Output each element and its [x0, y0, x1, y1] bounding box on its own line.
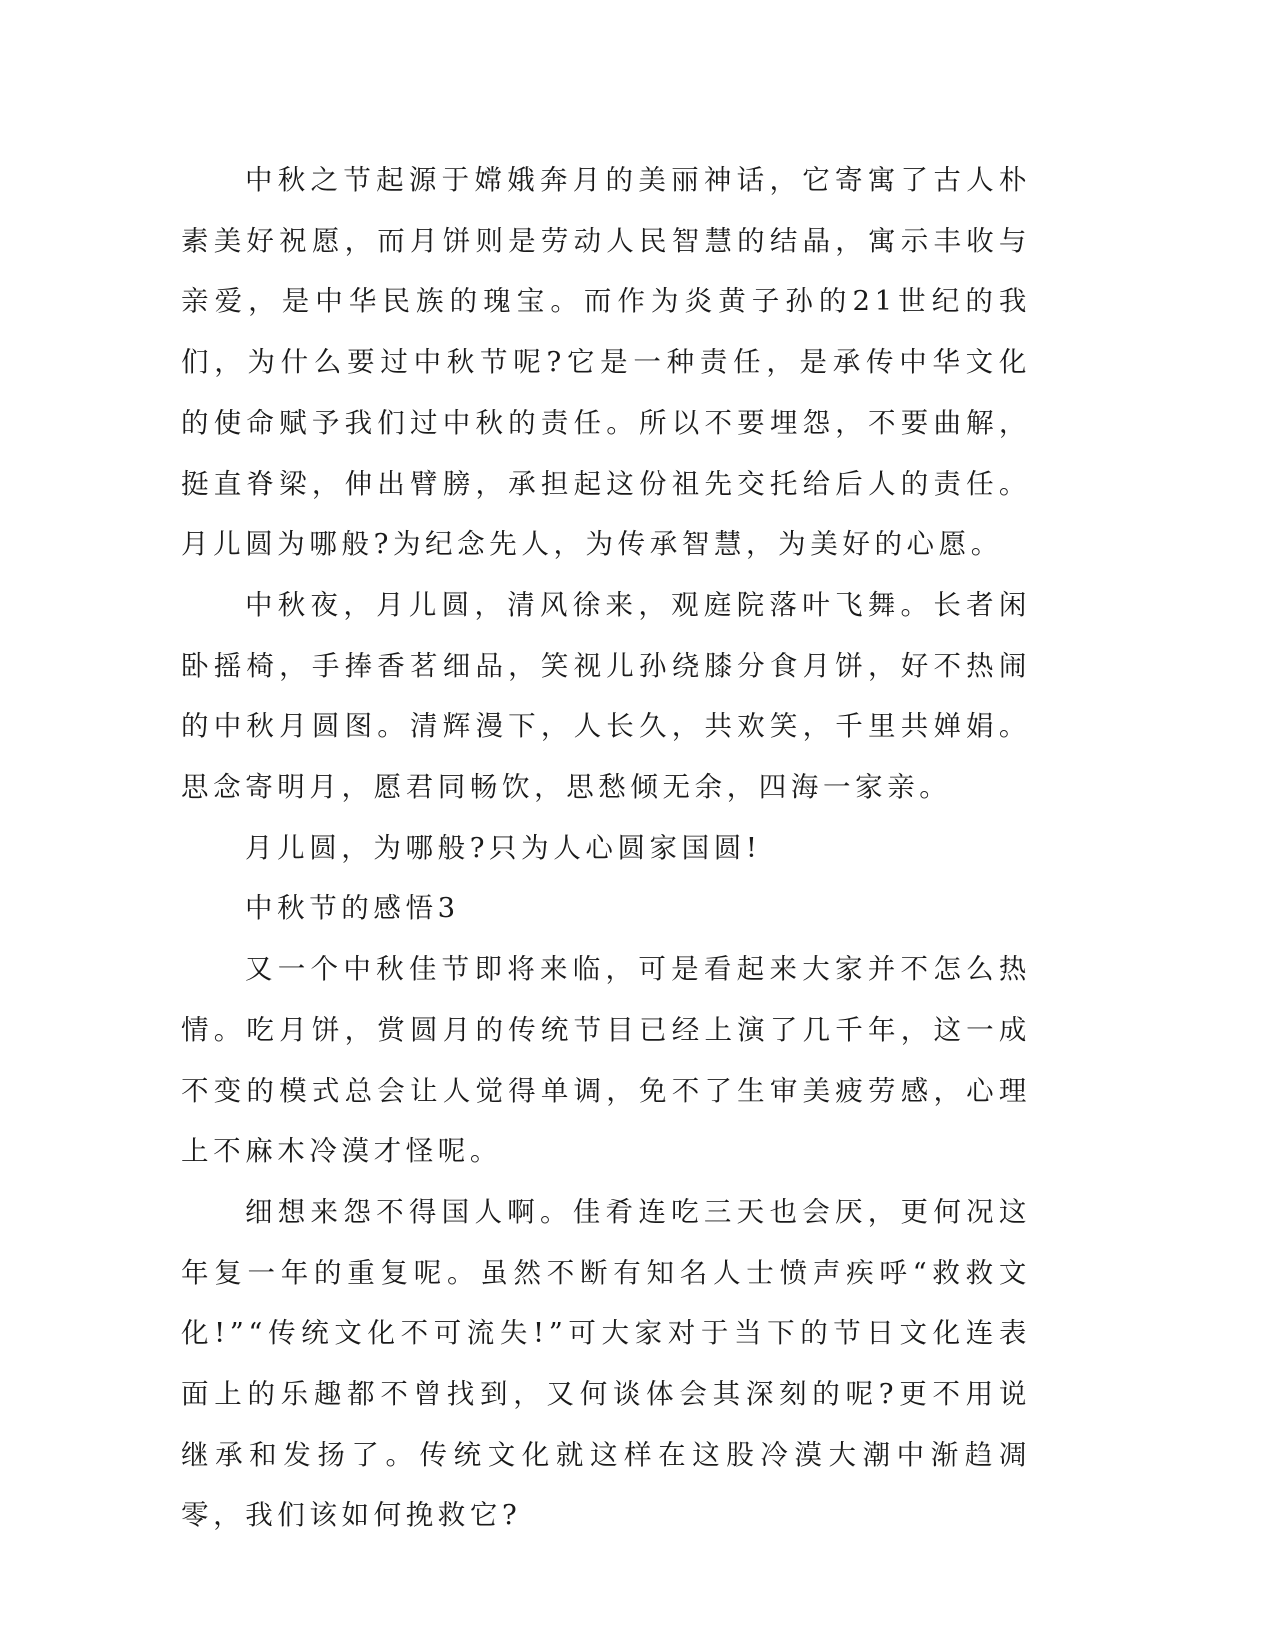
- paragraph-mid-autumn-night: 中秋夜，月儿圆，清风徐来，观庭院落叶飞舞。长者闲卧摇椅，手捧香茗细品，笑视儿孙绕膝分食月饼，好不热闹的中秋月圆图。清辉漫下，人长久，共欢笑，千里共婵娟。思念寄明月，愿君同畅饮，思愁倾无余，四海一家亲。: [181, 588, 1031, 804]
- paragraph-reflection: 细想来怨不得国人啊。佳肴连吃三天也会厌，更何况这年复一年的重复呢。虽然不断有知名人士愤声疾呼“救救文化!”“传统文化不可流失!”可大家对于当下的节日文化连表面上的乐趣都不曾找到，又何谈体会其深刻的呢?更不用说继承和发扬了。传统文化就这样在这股冷漠大潮中渐趋凋零，我们该如何挽救它?: [181, 1195, 1031, 1532]
- section-heading: 中秋节的感悟3: [245, 892, 460, 925]
- paragraph-origin: 中秋之节起源于嫦娥奔月的美丽神话，它寄寓了古人朴素美好祝愿，而月饼则是劳动人民智慧的结晶，寓示丰收与亲爱，是中华民族的瑰宝。而作为炎黄子孙的21世纪的我们，为什么要过中秋节呢?它是一种责任，是承传中华文化的使命赋予我们过中秋的责任。所以不要埋怨，不要曲解，挺直脊梁，伸出臂膀，承担起这份祖先交托给后人的责任。月儿圆为哪般?为纪念先人，为传承智慧，为美好的心愿。: [181, 164, 1031, 561]
- paragraph-festival-approaching: 又一个中秋佳节即将来临，可是看起来大家并不怎么热情。吃月饼，赏圆月的传统节目已经上演了几千年，这一成不变的模式总会让人觉得单调，免不了生审美疲劳感，心理上不麻木冷漠才怪呢。: [181, 953, 1031, 1168]
- document-page: [181, 150, 1031, 1546]
- paragraph-moon-round: 月儿圆，为哪般?只为人心圆家国圆!: [245, 831, 762, 864]
